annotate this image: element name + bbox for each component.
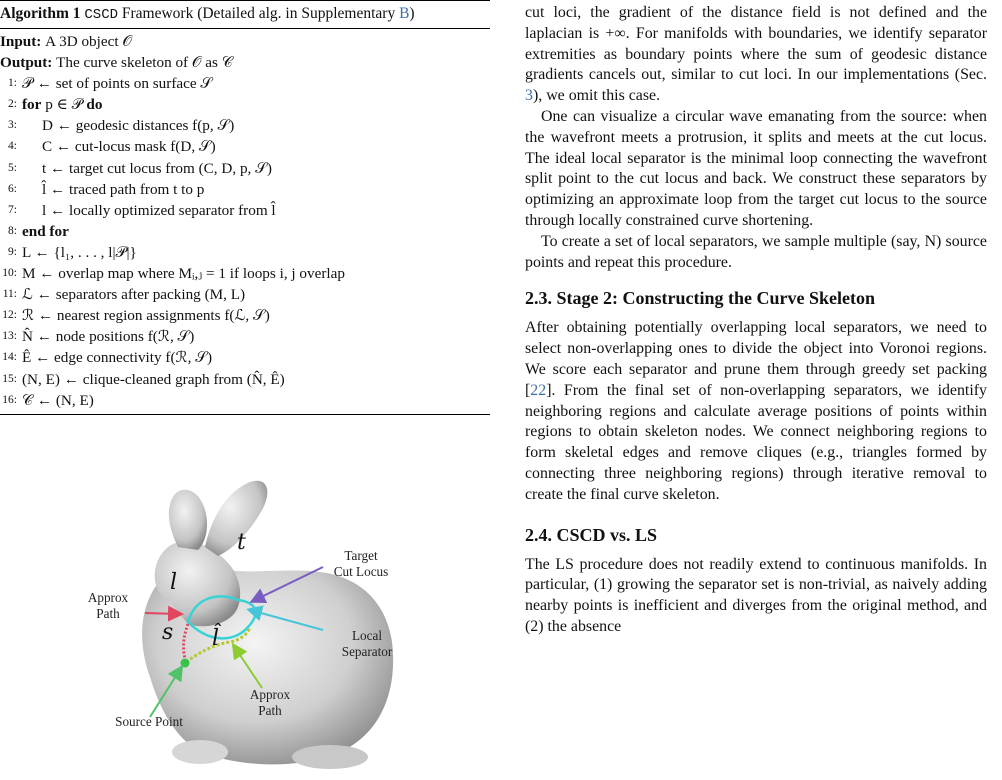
indent xyxy=(22,136,42,157)
line-number: 5: xyxy=(8,161,17,174)
line-number: 1: xyxy=(8,77,17,90)
bunny-back-foot xyxy=(292,745,368,769)
line-text: M ← overlap map where Mᵢ,ⱼ = 1 if loops i, j overlap xyxy=(22,265,345,283)
line-text: 𝒞 ← (N, E) xyxy=(22,391,94,409)
line-number: 9: xyxy=(8,245,17,258)
line-text: l̂ ← traced path from t to p xyxy=(42,180,205,198)
math-label-l: l xyxy=(170,570,178,595)
output-text: The curve skeleton of 𝒪 as 𝒞 xyxy=(56,54,233,72)
keyword: for xyxy=(22,96,42,114)
supplementary-link[interactable]: B xyxy=(399,5,410,22)
algorithm-line xyxy=(0,284,490,305)
line-number: 14: xyxy=(2,351,17,364)
algorithm-box xyxy=(0,0,490,415)
line-text: L ← {l₁, . . . , l|𝒫|} xyxy=(22,243,137,261)
indent xyxy=(22,179,42,200)
keyword: do xyxy=(86,96,103,114)
line-number: 13: xyxy=(2,330,17,343)
paragraph-cut-loci-text: cut loci, the gradient of the distance field is not defined and the laplacian is +∞. For manifolds with boundaries, we identify separator extremities as boundary points where the sum of geodesic distance gradients cancels out, similar to cut loci. In our implementations (Sec. xyxy=(525,4,987,84)
keyword: end for xyxy=(22,222,69,240)
source-point-dot xyxy=(181,659,190,668)
math-label-s: s xyxy=(162,620,174,645)
algorithm-line xyxy=(0,305,490,326)
bunny-front-foot xyxy=(172,740,228,764)
line-number: 12: xyxy=(2,309,17,322)
line-text: t ← target cut locus from (C, D, p, 𝒮) xyxy=(42,159,272,177)
algorithm-body xyxy=(0,29,490,415)
target-cut-locus-label: Target Cut Locus xyxy=(333,548,389,579)
paragraph-cut-loci-end: ), we omit this case. xyxy=(532,87,661,105)
algorithm-line xyxy=(0,158,490,179)
algorithm-line xyxy=(0,390,490,411)
paragraph-stage2-text-a: After obtaining potentially overlapping local separators, we need to select non-overlapping ones to divide the object into Voronoi regions. We score each separator and prune them through greedy set packing [ xyxy=(525,319,987,399)
right-column xyxy=(525,0,987,638)
line-text: ℛ ← nearest region assignments f(ℒ, 𝒮) xyxy=(22,307,270,325)
bunny-figure xyxy=(0,452,490,775)
line-number: 11: xyxy=(2,288,17,301)
citation-link[interactable]: 22 xyxy=(530,381,547,399)
algorithm-caption xyxy=(0,0,490,29)
paragraph-stage2 xyxy=(525,318,987,505)
line-text: p ∈ 𝒫 xyxy=(41,96,87,114)
approx-path-left-label: Approx Path xyxy=(87,590,129,621)
section-heading-2-4: 2.4. CSCD vs. LS xyxy=(525,524,658,545)
algorithm-line xyxy=(0,115,490,136)
source-point-label: Source Point xyxy=(115,714,183,729)
math-label-t: t xyxy=(237,530,246,555)
algorithm-line xyxy=(0,347,490,368)
line-number: 2: xyxy=(8,98,17,111)
line-text: ℒ ← separators after packing (M, L) xyxy=(22,286,246,304)
caption-close: ) xyxy=(409,5,415,22)
local-separator-label: Local Separator xyxy=(341,628,393,659)
algorithm-line xyxy=(0,369,490,390)
algorithm-line xyxy=(0,242,490,263)
algorithm-name: CSCD xyxy=(84,7,118,23)
line-text: N̂ ← node positions f(ℛ, 𝒮) xyxy=(22,328,195,346)
paragraph-cut-loci xyxy=(525,3,987,107)
algorithm-output xyxy=(0,52,490,73)
algorithm-caption-text: Framework (Detailed alg. in Supplementary xyxy=(121,5,400,22)
algorithm-line xyxy=(0,263,490,284)
paragraph-wavefront: One can visualize a circular wave emanating from the source: when the wavefront meets a protrusion, it splits and meets at the cut locus. The ideal local separator is the minimal loop connecting the wavefront split point to the cut locus and back. We construct these separators by optimizing an approximate loop from the target cut locus to the source through locally constrained curve shortening. xyxy=(525,107,987,229)
line-text: 𝒫 ← set of points on surface 𝒮 xyxy=(22,75,213,93)
algorithm-input xyxy=(0,31,490,52)
paragraph-cscd-vs-ls: The LS procedure does not readily extend to continuous manifolds. In particular, (1) growing the separator set is non-trivial, as naively adding nearby points is inefficient and diverges from the original method, and (2) the absence xyxy=(525,555,987,635)
line-text: C ← cut-locus mask f(D, 𝒮) xyxy=(42,138,216,156)
input-label: Input: xyxy=(0,33,42,50)
line-number: 4: xyxy=(8,140,17,153)
indent xyxy=(22,115,42,136)
indent xyxy=(22,158,42,179)
line-number: 8: xyxy=(8,224,17,237)
bunny-ear-left xyxy=(169,490,207,550)
algorithm-line xyxy=(0,326,490,347)
line-number: 16: xyxy=(2,393,17,406)
algorithm-lines xyxy=(0,73,490,411)
algorithm-line xyxy=(0,94,490,115)
algorithm-line xyxy=(0,221,490,242)
line-number: 6: xyxy=(8,182,17,195)
line-number: 3: xyxy=(8,119,17,132)
algorithm-line xyxy=(0,136,490,157)
line-text: Ê ← edge connectivity f(ℛ, 𝒮) xyxy=(22,349,213,367)
paragraph-stage2-text-b: ]. From the final set of non-overlapping separators, we identify neighboring regions and calculate average positions of points within regions to obtain skeleton nodes. We connect neighboring regions to form skeletal edges and remove cliques (e.g., triangles formed by connecting three neighboring regions) through iterative removal to create the final curve skeleton. xyxy=(525,381,987,503)
line-number: 7: xyxy=(8,203,17,216)
algorithm-line xyxy=(0,200,490,221)
approx-path-right-label: Approx Path xyxy=(249,687,291,718)
line-text: l ← locally optimized separator from l̂ xyxy=(42,201,276,219)
output-label: Output: xyxy=(0,54,53,72)
algorithm-line xyxy=(0,179,490,200)
indent xyxy=(22,200,42,221)
line-text: D ← geodesic distances f(p, 𝒮) xyxy=(42,117,235,135)
algorithm-line xyxy=(0,73,490,94)
math-label-lhat: l̂ xyxy=(212,626,220,651)
section-ref-link[interactable]: 3 xyxy=(525,87,533,105)
algorithm-label: Algorithm 1 xyxy=(0,5,81,22)
input-text: A 3D object 𝒪 xyxy=(45,33,132,50)
line-text: (N, E) ← clique-cleaned graph from (N̂, Ê) xyxy=(22,370,285,388)
paragraph-sampling: To create a set of local separators, we sample multiple (say, N) source points and repeat this procedure. xyxy=(525,232,987,271)
approx-path-left-arrow xyxy=(145,613,180,614)
section-heading-2-3: 2.3. Stage 2: Constructing the Curve Skeleton xyxy=(525,288,875,309)
line-number: 15: xyxy=(2,372,17,385)
line-number: 10: xyxy=(2,267,17,280)
